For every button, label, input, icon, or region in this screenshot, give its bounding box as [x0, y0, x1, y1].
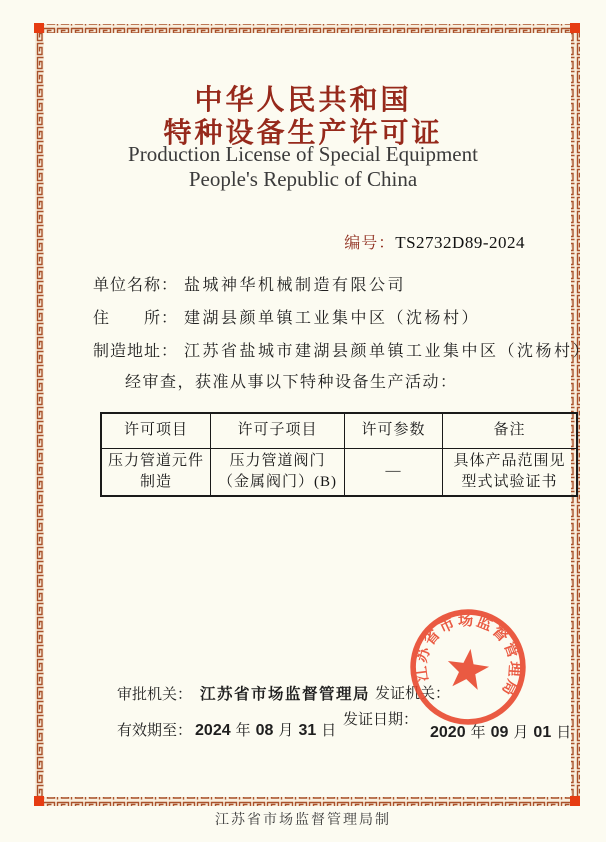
table-header-row — [101, 413, 577, 448]
official-seal — [407, 606, 529, 728]
valid-until-month: 08 — [255, 722, 274, 739]
valid-until-label: 有效期至： — [117, 723, 193, 739]
licensed-subitem-line1: 压力管道阀门 — [229, 452, 326, 469]
valid-until-year: 2024 — [195, 722, 231, 739]
manufacture-address-label: 制造地址： — [93, 343, 179, 360]
issue-date-day: 01 — [533, 724, 552, 741]
header-licensed-subitem: 许可子项目 — [211, 413, 345, 448]
license-table — [100, 412, 578, 497]
issue-date-month: 09 — [490, 724, 509, 741]
title-en-line2: People's Republic of China — [188, 167, 418, 191]
serial-label: 编号： — [344, 235, 396, 252]
corner-top-left — [34, 23, 44, 33]
seal-star-icon — [445, 646, 492, 691]
approval-authority-label: 审批机关： — [117, 687, 193, 703]
issuing-authority-label: 发证机关： — [375, 686, 451, 702]
approval-statement: 经审查，获准从事以下特种设备生产活动： — [125, 374, 458, 391]
approval-authority-value: 江苏省市场监督管理局 — [200, 686, 371, 703]
border-top — [35, 24, 580, 33]
approval-authority-line — [117, 682, 370, 704]
seal-text: 江苏省市场监督管理局 — [412, 612, 524, 700]
licensed-item-line2: 制造 — [139, 473, 172, 490]
corner-top-right — [570, 23, 580, 33]
corner-bottom-left — [34, 796, 44, 806]
footer-issuer-imprint: 江苏省市场监督管理局制 — [215, 813, 391, 828]
serial-number-line — [344, 230, 525, 253]
issue-date-year: 2020 — [430, 724, 466, 741]
field-address — [93, 305, 480, 328]
valid-until-day: 31 — [298, 722, 317, 739]
month-unit: 月 — [513, 725, 529, 741]
corner-bottom-right — [570, 796, 580, 806]
title-en-line1: Production License of Special Equipment — [128, 142, 478, 166]
field-manufacture-address — [93, 338, 591, 361]
field-company-name — [93, 272, 406, 295]
header-licensed-parameter: 许可参数 — [345, 413, 443, 448]
year-unit: 年 — [235, 723, 251, 739]
cell-licensed-item — [101, 448, 211, 496]
border-bottom — [35, 797, 580, 806]
cell-remarks — [443, 448, 578, 496]
header-licensed-item: 许可项目 — [101, 413, 211, 448]
year-unit: 年 — [470, 725, 486, 741]
manufacture-address-value: 江苏省盐城市建湖县颜单镇工业集中区（沈杨村） — [184, 343, 592, 360]
day-unit: 日 — [321, 723, 337, 739]
licensed-item-line1: 压力管道元件 — [107, 452, 204, 469]
company-name-label: 单位名称： — [93, 277, 179, 294]
valid-until-line — [117, 719, 338, 740]
remarks-line1: 具体产品范围见 — [453, 452, 566, 469]
table-row — [101, 448, 577, 496]
header-remarks: 备注 — [443, 413, 578, 448]
cell-licensed-parameter: — — [345, 448, 443, 496]
company-name-value: 盐城神华机械制造有限公司 — [184, 277, 407, 294]
issue-date-label: 发证日期： — [343, 712, 419, 728]
month-unit: 月 — [278, 723, 294, 739]
licensed-subitem-line2: （金属阀门）(B) — [218, 473, 337, 490]
serial-value: TS2732D89-2024 — [395, 233, 525, 252]
cell-licensed-subitem — [211, 448, 345, 496]
day-unit: 日 — [556, 725, 572, 741]
title-cn-line1: 中华人民共和国 — [194, 84, 412, 115]
title-cn-line2: 特种设备生产许可证 — [163, 117, 443, 148]
address-value: 建湖县颜单镇工业集中区（沈杨村） — [184, 310, 481, 327]
remarks-line2: 型式试验证书 — [461, 473, 558, 490]
address-label: 住 所： — [93, 310, 179, 327]
